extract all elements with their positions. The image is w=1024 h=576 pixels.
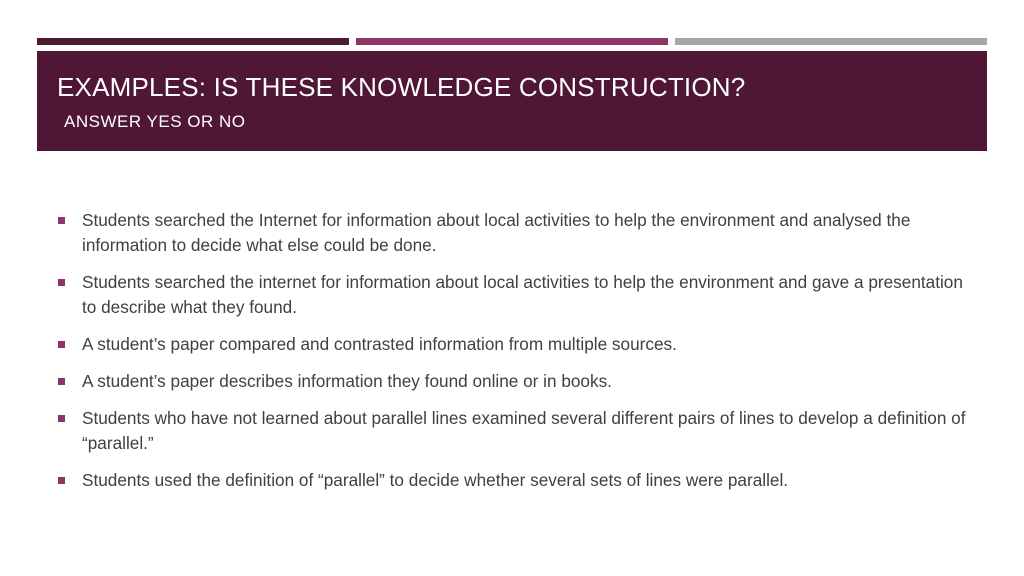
slide-title: EXAMPLES: IS THESE KNOWLEDGE CONSTRUCTION? (57, 72, 746, 102)
square-bullet-icon (58, 378, 65, 385)
square-bullet-icon (58, 217, 65, 224)
square-bullet-icon (58, 415, 65, 422)
decorative-top-bars (37, 38, 987, 45)
bullet-item (55, 406, 975, 456)
bullet-text: Students who have not learned about parallel lines examined several different pairs of lines to develop a definition of “parallel.” (82, 408, 966, 453)
bullet-item (55, 468, 975, 493)
bullet-item (55, 369, 975, 394)
bullet-list (55, 208, 975, 505)
square-bullet-icon (58, 341, 65, 348)
title-block (37, 51, 987, 151)
top-bar-accent (356, 38, 668, 45)
bullet-text: Students searched the internet for information about local activities to help the environment and gave a presentation to describe what they found. (82, 272, 963, 317)
bullet-item (55, 208, 975, 258)
square-bullet-icon (58, 477, 65, 484)
bullet-text: Students searched the Internet for information about local activities to help the environment and analysed the information to decide what else could be done. (82, 210, 911, 255)
top-bar-gray (675, 38, 987, 45)
square-bullet-icon (58, 279, 65, 286)
bullet-item (55, 332, 975, 357)
bullet-text: A student’s paper compared and contrasted information from multiple sources. (82, 334, 677, 354)
top-bar-dark (37, 38, 349, 45)
slide-subtitle: ANSWER YES OR NO (64, 112, 246, 131)
bullet-text: A student’s paper describes information they found online or in books. (82, 371, 612, 391)
bullet-item (55, 270, 975, 320)
bullet-text: Students used the definition of “parallel” to decide whether several sets of lines were parallel. (82, 470, 789, 490)
